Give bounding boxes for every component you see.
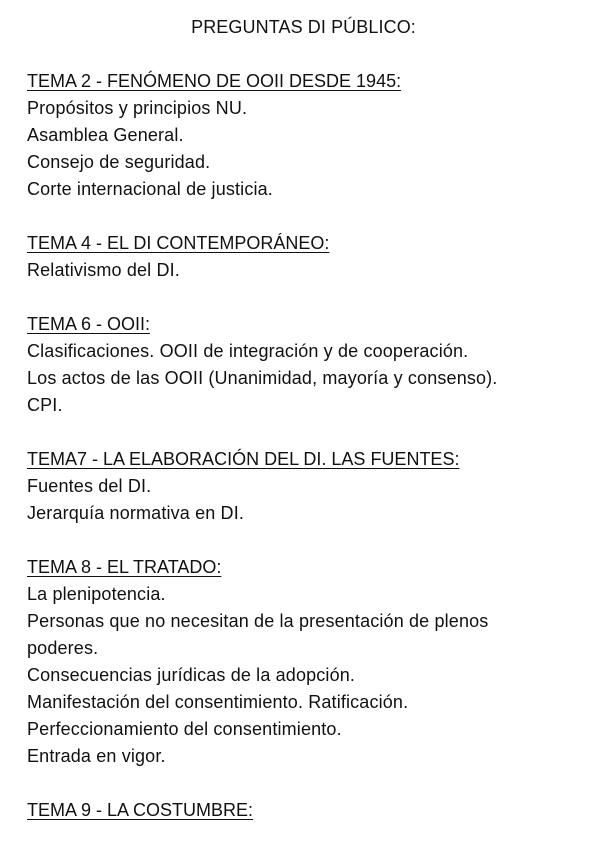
section-line: Consejo de seguridad. xyxy=(27,152,211,172)
section-heading: TEMA 8 - EL TRATADO: xyxy=(27,557,222,577)
section-line: La plenipotencia. xyxy=(27,584,166,604)
section xyxy=(27,68,580,203)
sections-container xyxy=(27,68,580,824)
document-title: PREGUNTAS DI PÚBLICO: xyxy=(191,17,416,37)
section-heading: TEMA 4 - EL DI CONTEMPORÁNEO: xyxy=(27,233,330,253)
section xyxy=(27,230,580,284)
section-line: Entrada en vigor. xyxy=(27,746,166,766)
section-line: Jerarquía normativa en DI. xyxy=(27,503,244,523)
section-line: Consecuencias jurídicas de la adopción. xyxy=(27,665,356,685)
section-line: Propósitos y principios NU. xyxy=(27,98,248,118)
section-line: Asamblea General. xyxy=(27,125,184,145)
section-line: Los actos de las OOII (Unanimidad, mayoría y consenso). xyxy=(27,368,498,388)
section xyxy=(27,797,580,824)
section-line: Perfeccionamiento del consentimiento. xyxy=(27,719,342,739)
section-heading: TEMA 6 - OOII: xyxy=(27,314,151,334)
section-line: Clasificaciones. OOII de integración y de cooperación. xyxy=(27,341,469,361)
section-heading: TEMA 2 - FENÓMENO DE OOII DESDE 1945: xyxy=(27,71,402,91)
section-line: Corte internacional de justicia. xyxy=(27,179,273,199)
section-heading: TEMA 9 - LA COSTUMBRE: xyxy=(27,800,254,820)
section-line: Fuentes del DI. xyxy=(27,476,152,496)
section-line: poderes. xyxy=(27,638,99,658)
section xyxy=(27,554,580,770)
section-line: Relativismo del DI. xyxy=(27,260,180,280)
section-line: Personas que no necesitan de la presentación de plenos xyxy=(27,611,489,631)
section xyxy=(27,446,580,527)
section-line: Manifestación del consentimiento. Ratificación. xyxy=(27,692,409,712)
section-line: CPI. xyxy=(27,395,63,415)
section xyxy=(27,311,580,419)
section-heading: TEMA7 - LA ELABORACIÓN DEL DI. LAS FUENTES: xyxy=(27,449,460,469)
